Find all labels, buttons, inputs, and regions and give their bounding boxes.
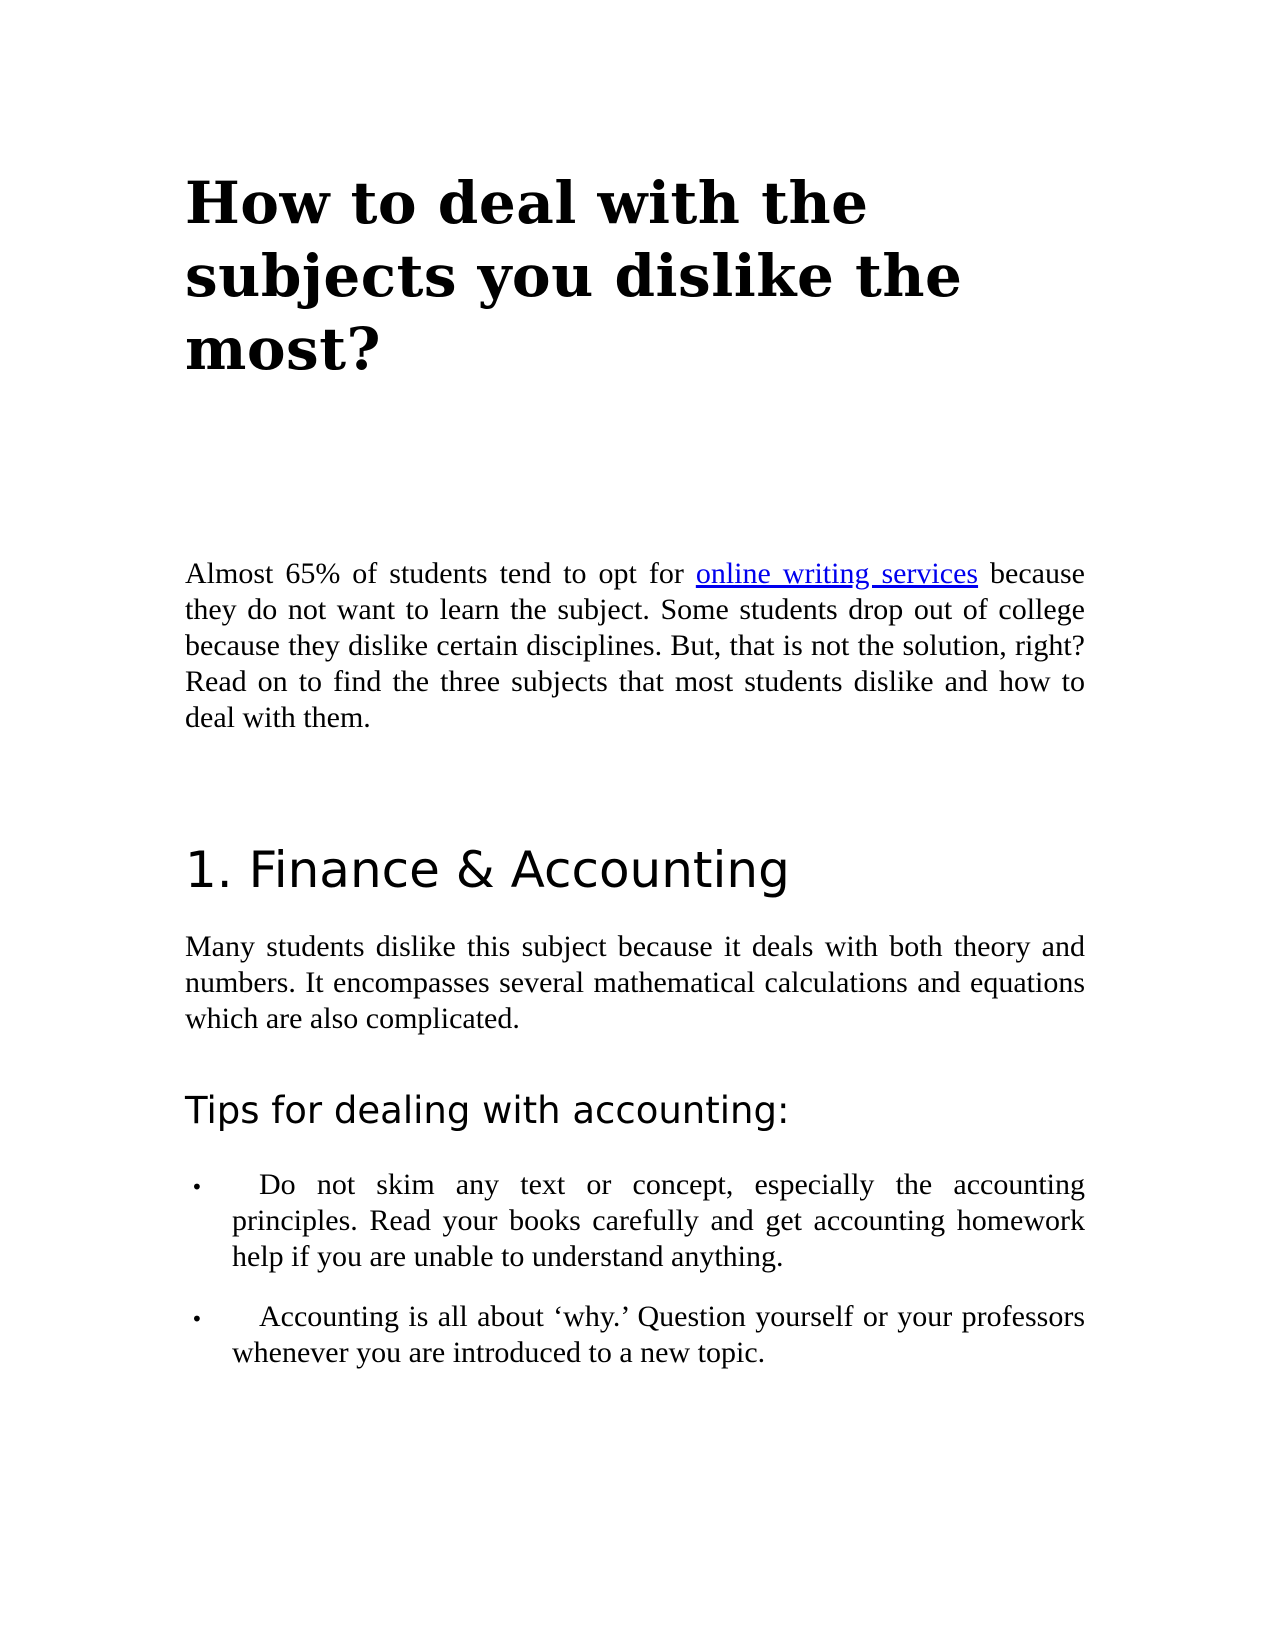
bullet-icon: •: [191, 1307, 203, 1331]
bullet-icon: •: [191, 1175, 203, 1199]
section-heading-finance-accounting: 1. Finance & Accounting: [185, 841, 790, 899]
tips-heading: Tips for dealing with accounting:: [185, 1089, 790, 1132]
tips-list: [185, 1167, 1085, 1395]
intro-paragraph: [185, 556, 1085, 736]
tip-text: Do not skim any text or concept, especially the accounting principles. Read your books carefully and get accounting homework help if you are unable to understand anything.: [232, 1168, 1085, 1273]
list-item: [185, 1167, 1085, 1275]
intro-lead: Almost 65% of students tend to opt for: [185, 557, 696, 590]
document-title: How to deal with the subjects you dislike the most?: [185, 169, 963, 383]
intro-rest: because they do not want to learn the subject. Some students drop out of college because they dislike certain disciplines. But, that is not the solution, right? Read on to find the three subjects that most students dislike and how to deal with them.: [185, 557, 1085, 734]
tip-text: Accounting is all about ‘why.’ Question yourself or your professors whenever you are introduced to a new topic.: [232, 1300, 1085, 1369]
list-item: [185, 1299, 1085, 1371]
online-writing-services-link[interactable]: online writing services: [695, 557, 979, 590]
section-paragraph: Many students dislike this subject because it deals with both theory and numbers. It encompasses several mathematical calculations and equations which are also complicated.: [185, 930, 1085, 1035]
